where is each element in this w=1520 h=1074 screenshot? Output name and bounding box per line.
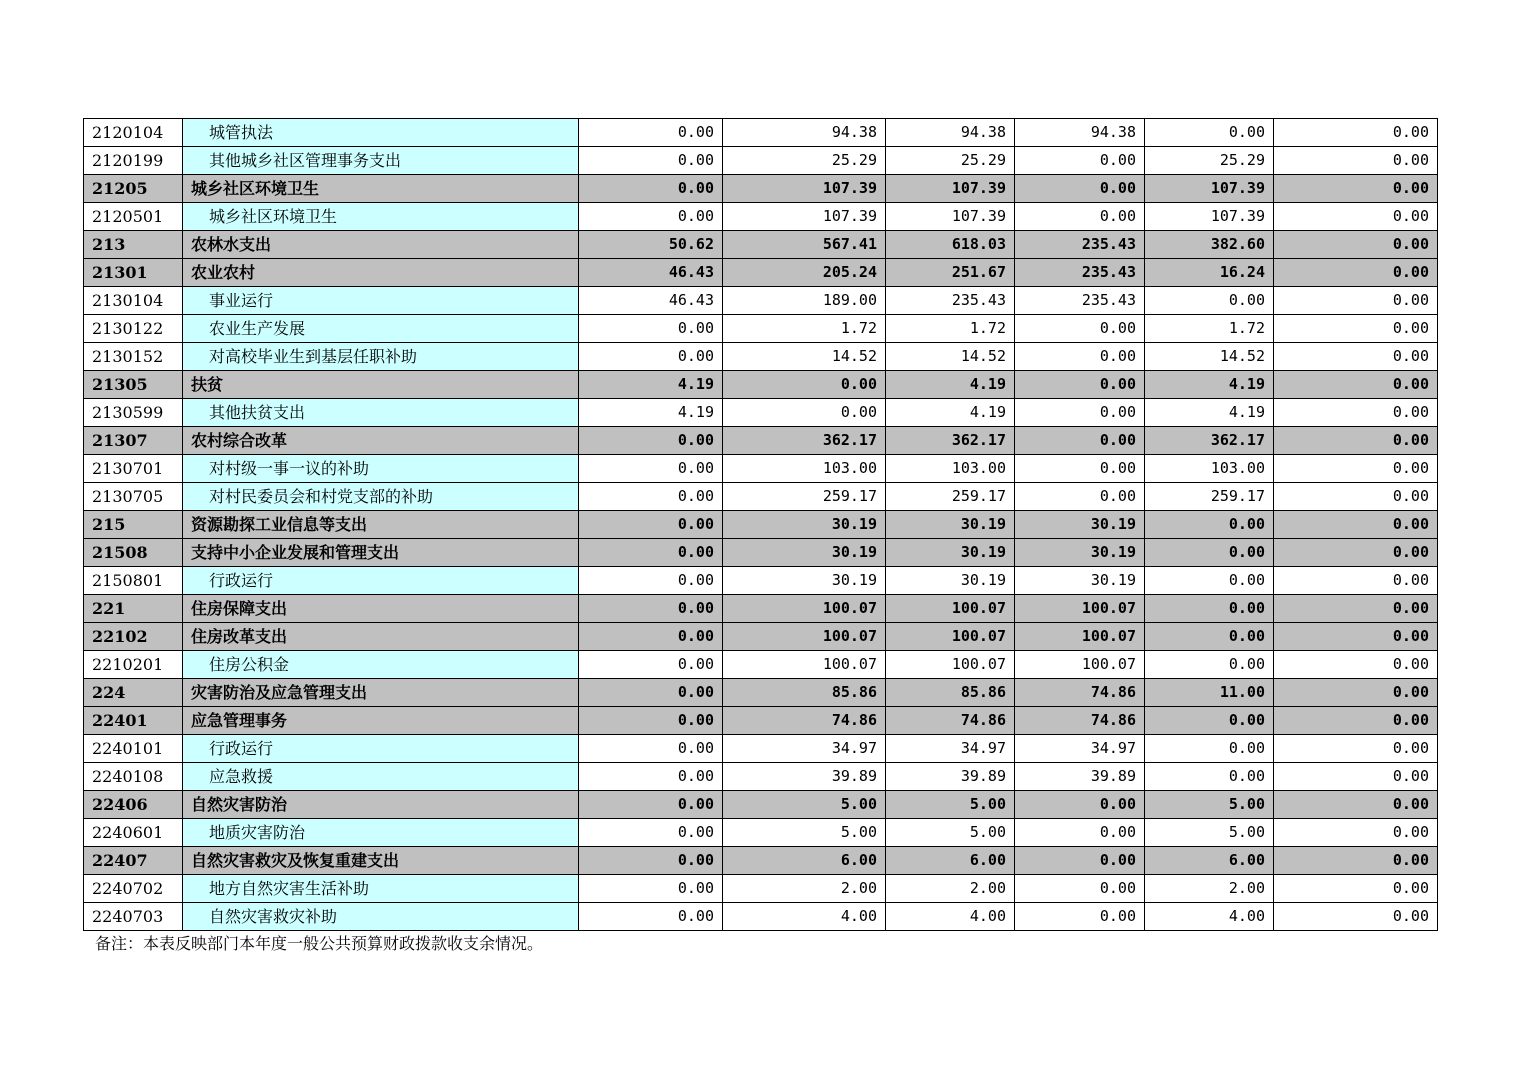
table-row xyxy=(84,763,1438,791)
subject-code-cell: 21301 xyxy=(84,259,183,287)
table-row xyxy=(84,819,1438,847)
amount-cell: 107.39 xyxy=(886,175,1015,203)
amount-cell: 4.19 xyxy=(579,371,723,399)
subject-name-cell: 行政运行 xyxy=(183,735,579,763)
amount-cell: 30.19 xyxy=(886,567,1015,595)
amount-cell: 1.72 xyxy=(1145,315,1274,343)
amount-cell: 0.00 xyxy=(1145,623,1274,651)
amount-cell: 94.38 xyxy=(1015,119,1145,147)
amount-cell: 0.00 xyxy=(579,763,723,791)
amount-cell: 0.00 xyxy=(579,119,723,147)
amount-cell: 0.00 xyxy=(1145,539,1274,567)
subject-name-cell: 支持中小企业发展和管理支出 xyxy=(183,539,579,567)
subject-code-cell: 221 xyxy=(84,595,183,623)
amount-cell: 382.60 xyxy=(1145,231,1274,259)
amount-cell: 0.00 xyxy=(1274,259,1438,287)
amount-cell: 0.00 xyxy=(1274,343,1438,371)
subject-code-cell: 21305 xyxy=(84,371,183,399)
subject-code-cell: 2120199 xyxy=(84,147,183,175)
subject-code-cell: 22401 xyxy=(84,707,183,735)
amount-cell: 0.00 xyxy=(1274,483,1438,511)
amount-cell: 0.00 xyxy=(1274,819,1438,847)
amount-cell: 2.00 xyxy=(723,875,886,903)
amount-cell: 4.19 xyxy=(886,399,1015,427)
amount-cell: 4.00 xyxy=(886,903,1015,931)
subject-code-cell: 2240601 xyxy=(84,819,183,847)
amount-cell: 0.00 xyxy=(1145,119,1274,147)
amount-cell: 4.19 xyxy=(886,371,1015,399)
subject-name-cell: 对高校毕业生到基层任职补助 xyxy=(183,343,579,371)
subject-name-cell: 应急管理事务 xyxy=(183,707,579,735)
amount-cell: 2.00 xyxy=(1145,875,1274,903)
amount-cell: 0.00 xyxy=(1145,511,1274,539)
amount-cell: 100.07 xyxy=(1015,595,1145,623)
amount-cell: 39.89 xyxy=(1015,763,1145,791)
subject-code-cell: 213 xyxy=(84,231,183,259)
amount-cell: 0.00 xyxy=(1145,651,1274,679)
amount-cell: 235.43 xyxy=(1015,259,1145,287)
amount-cell: 0.00 xyxy=(1274,455,1438,483)
amount-cell: 30.19 xyxy=(886,539,1015,567)
amount-cell: 100.07 xyxy=(723,623,886,651)
amount-cell: 5.00 xyxy=(886,819,1015,847)
subject-code-cell: 215 xyxy=(84,511,183,539)
amount-cell: 0.00 xyxy=(1274,287,1438,315)
amount-cell: 362.17 xyxy=(723,427,886,455)
amount-cell: 5.00 xyxy=(886,791,1015,819)
amount-cell: 100.07 xyxy=(886,651,1015,679)
amount-cell: 4.00 xyxy=(723,903,886,931)
amount-cell: 0.00 xyxy=(579,511,723,539)
subject-name-cell: 事业运行 xyxy=(183,287,579,315)
table-row xyxy=(84,203,1438,231)
subject-code-cell: 2130152 xyxy=(84,343,183,371)
amount-cell: 2.00 xyxy=(886,875,1015,903)
amount-cell: 11.00 xyxy=(1145,679,1274,707)
amount-cell: 0.00 xyxy=(1274,623,1438,651)
amount-cell: 6.00 xyxy=(886,847,1015,875)
table-row xyxy=(84,399,1438,427)
amount-cell: 0.00 xyxy=(1145,567,1274,595)
amount-cell: 103.00 xyxy=(1145,455,1274,483)
amount-cell: 4.19 xyxy=(1145,371,1274,399)
category-row xyxy=(84,259,1438,287)
subject-name-cell: 农村综合改革 xyxy=(183,427,579,455)
amount-cell: 0.00 xyxy=(579,623,723,651)
amount-cell: 235.43 xyxy=(1015,287,1145,315)
category-row xyxy=(84,231,1438,259)
amount-cell: 100.07 xyxy=(723,651,886,679)
category-row xyxy=(84,427,1438,455)
amount-cell: 30.19 xyxy=(723,567,886,595)
amount-cell: 0.00 xyxy=(1015,875,1145,903)
subject-name-cell: 其他扶贫支出 xyxy=(183,399,579,427)
amount-cell: 100.07 xyxy=(886,623,1015,651)
amount-cell: 0.00 xyxy=(1015,399,1145,427)
amount-cell: 0.00 xyxy=(1145,287,1274,315)
amount-cell: 0.00 xyxy=(579,707,723,735)
amount-cell: 1.72 xyxy=(723,315,886,343)
amount-cell: 34.97 xyxy=(1015,735,1145,763)
amount-cell: 39.89 xyxy=(886,763,1015,791)
subject-code-cell: 2240108 xyxy=(84,763,183,791)
subject-name-cell: 住房改革支出 xyxy=(183,623,579,651)
table-row xyxy=(84,287,1438,315)
subject-name-cell: 自然灾害防治 xyxy=(183,791,579,819)
table-row xyxy=(84,735,1438,763)
amount-cell: 0.00 xyxy=(1015,791,1145,819)
subject-name-cell: 对村民委员会和村党支部的补助 xyxy=(183,483,579,511)
subject-name-cell: 扶贫 xyxy=(183,371,579,399)
amount-cell: 30.19 xyxy=(1015,567,1145,595)
amount-cell: 0.00 xyxy=(1274,847,1438,875)
amount-cell: 34.97 xyxy=(723,735,886,763)
amount-cell: 4.19 xyxy=(1145,399,1274,427)
subject-name-cell: 资源勘探工业信息等支出 xyxy=(183,511,579,539)
amount-cell: 0.00 xyxy=(1015,147,1145,175)
subject-code-cell: 21508 xyxy=(84,539,183,567)
amount-cell: 0.00 xyxy=(579,819,723,847)
amount-cell: 14.52 xyxy=(723,343,886,371)
amount-cell: 0.00 xyxy=(579,791,723,819)
amount-cell: 5.00 xyxy=(1145,791,1274,819)
subject-code-cell: 2210201 xyxy=(84,651,183,679)
amount-cell: 4.00 xyxy=(1145,903,1274,931)
subject-code-cell: 2240101 xyxy=(84,735,183,763)
table-row xyxy=(84,147,1438,175)
subject-name-cell: 城乡社区环境卫生 xyxy=(183,175,579,203)
amount-cell: 25.29 xyxy=(1145,147,1274,175)
amount-cell: 0.00 xyxy=(1274,567,1438,595)
amount-cell: 5.00 xyxy=(1145,819,1274,847)
amount-cell: 100.07 xyxy=(723,595,886,623)
amount-cell: 0.00 xyxy=(1145,707,1274,735)
amount-cell: 14.52 xyxy=(886,343,1015,371)
amount-cell: 235.43 xyxy=(1015,231,1145,259)
table-body xyxy=(84,119,1438,931)
amount-cell: 0.00 xyxy=(1145,735,1274,763)
amount-cell: 0.00 xyxy=(1015,371,1145,399)
amount-cell: 0.00 xyxy=(579,147,723,175)
amount-cell: 259.17 xyxy=(723,483,886,511)
amount-cell: 618.03 xyxy=(886,231,1015,259)
budget-table xyxy=(83,118,1438,931)
amount-cell: 0.00 xyxy=(723,399,886,427)
amount-cell: 0.00 xyxy=(1274,903,1438,931)
amount-cell: 362.17 xyxy=(1145,427,1274,455)
category-row xyxy=(84,175,1438,203)
amount-cell: 0.00 xyxy=(579,539,723,567)
table-row xyxy=(84,315,1438,343)
subject-name-cell: 地质灾害防治 xyxy=(183,819,579,847)
amount-cell: 0.00 xyxy=(579,679,723,707)
table-row xyxy=(84,483,1438,511)
subject-code-cell: 2130701 xyxy=(84,455,183,483)
amount-cell: 0.00 xyxy=(579,595,723,623)
category-row xyxy=(84,371,1438,399)
amount-cell: 0.00 xyxy=(1145,595,1274,623)
amount-cell: 25.29 xyxy=(886,147,1015,175)
category-row xyxy=(84,511,1438,539)
amount-cell: 107.39 xyxy=(1145,175,1274,203)
amount-cell: 107.39 xyxy=(1145,203,1274,231)
subject-name-cell: 其他城乡社区管理事务支出 xyxy=(183,147,579,175)
amount-cell: 25.29 xyxy=(723,147,886,175)
amount-cell: 0.00 xyxy=(1274,371,1438,399)
amount-cell: 30.19 xyxy=(886,511,1015,539)
table-row xyxy=(84,875,1438,903)
amount-cell: 30.19 xyxy=(1015,511,1145,539)
amount-cell: 0.00 xyxy=(579,735,723,763)
amount-cell: 251.67 xyxy=(886,259,1015,287)
subject-name-cell: 城乡社区环境卫生 xyxy=(183,203,579,231)
category-row xyxy=(84,679,1438,707)
amount-cell: 85.86 xyxy=(723,679,886,707)
amount-cell: 0.00 xyxy=(579,651,723,679)
table-row xyxy=(84,119,1438,147)
subject-code-cell: 2150801 xyxy=(84,567,183,595)
amount-cell: 0.00 xyxy=(1274,763,1438,791)
amount-cell: 103.00 xyxy=(886,455,1015,483)
amount-cell: 0.00 xyxy=(579,315,723,343)
amount-cell: 6.00 xyxy=(723,847,886,875)
amount-cell: 0.00 xyxy=(1274,119,1438,147)
amount-cell: 0.00 xyxy=(579,343,723,371)
amount-cell: 5.00 xyxy=(723,791,886,819)
category-row xyxy=(84,623,1438,651)
amount-cell: 0.00 xyxy=(1274,511,1438,539)
subject-name-cell: 城管执法 xyxy=(183,119,579,147)
amount-cell: 0.00 xyxy=(1274,735,1438,763)
amount-cell: 0.00 xyxy=(1274,539,1438,567)
subject-name-cell: 住房公积金 xyxy=(183,651,579,679)
amount-cell: 100.07 xyxy=(1015,623,1145,651)
amount-cell: 0.00 xyxy=(579,455,723,483)
amount-cell: 30.19 xyxy=(1015,539,1145,567)
amount-cell: 567.41 xyxy=(723,231,886,259)
amount-cell: 0.00 xyxy=(1274,175,1438,203)
amount-cell: 0.00 xyxy=(1274,315,1438,343)
amount-cell: 0.00 xyxy=(1015,203,1145,231)
amount-cell: 0.00 xyxy=(1274,791,1438,819)
amount-cell: 0.00 xyxy=(1015,819,1145,847)
amount-cell: 0.00 xyxy=(1274,707,1438,735)
table-row xyxy=(84,651,1438,679)
amount-cell: 94.38 xyxy=(723,119,886,147)
amount-cell: 259.17 xyxy=(1145,483,1274,511)
category-row xyxy=(84,791,1438,819)
amount-cell: 6.00 xyxy=(1145,847,1274,875)
table-note: 备注：本表反映部门本年度一般公共预算财政拨款收支余情况。 xyxy=(95,934,544,953)
amount-cell: 205.24 xyxy=(723,259,886,287)
amount-cell: 0.00 xyxy=(1015,315,1145,343)
subject-code-cell: 2240703 xyxy=(84,903,183,931)
amount-cell: 5.00 xyxy=(723,819,886,847)
amount-cell: 0.00 xyxy=(579,903,723,931)
amount-cell: 0.00 xyxy=(1274,399,1438,427)
amount-cell: 362.17 xyxy=(886,427,1015,455)
amount-cell: 107.39 xyxy=(723,203,886,231)
subject-name-cell: 行政运行 xyxy=(183,567,579,595)
subject-name-cell: 住房保障支出 xyxy=(183,595,579,623)
subject-code-cell: 22406 xyxy=(84,791,183,819)
category-row xyxy=(84,539,1438,567)
subject-code-cell: 22102 xyxy=(84,623,183,651)
amount-cell: 14.52 xyxy=(1145,343,1274,371)
amount-cell: 0.00 xyxy=(579,203,723,231)
amount-cell: 0.00 xyxy=(1015,175,1145,203)
amount-cell: 0.00 xyxy=(1015,455,1145,483)
category-row xyxy=(84,707,1438,735)
subject-name-cell: 自然灾害救灾补助 xyxy=(183,903,579,931)
subject-code-cell: 2240702 xyxy=(84,875,183,903)
amount-cell: 74.86 xyxy=(723,707,886,735)
category-row xyxy=(84,847,1438,875)
amount-cell: 259.17 xyxy=(886,483,1015,511)
amount-cell: 0.00 xyxy=(1015,903,1145,931)
amount-cell: 46.43 xyxy=(579,287,723,315)
amount-cell: 74.86 xyxy=(1015,707,1145,735)
table-row xyxy=(84,567,1438,595)
subject-code-cell: 2130104 xyxy=(84,287,183,315)
amount-cell: 4.19 xyxy=(579,399,723,427)
amount-cell: 0.00 xyxy=(1274,651,1438,679)
amount-cell: 0.00 xyxy=(1274,203,1438,231)
amount-cell: 39.89 xyxy=(723,763,886,791)
subject-code-cell: 2130122 xyxy=(84,315,183,343)
amount-cell: 0.00 xyxy=(1015,847,1145,875)
subject-code-cell: 21307 xyxy=(84,427,183,455)
category-row xyxy=(84,595,1438,623)
amount-cell: 0.00 xyxy=(579,483,723,511)
subject-name-cell: 农林水支出 xyxy=(183,231,579,259)
amount-cell: 30.19 xyxy=(723,511,886,539)
amount-cell: 0.00 xyxy=(579,875,723,903)
amount-cell: 189.00 xyxy=(723,287,886,315)
amount-cell: 0.00 xyxy=(1145,763,1274,791)
amount-cell: 107.39 xyxy=(723,175,886,203)
subject-name-cell: 地方自然灾害生活补助 xyxy=(183,875,579,903)
amount-cell: 0.00 xyxy=(579,567,723,595)
table-row xyxy=(84,903,1438,931)
amount-cell: 34.97 xyxy=(886,735,1015,763)
amount-cell: 0.00 xyxy=(1274,231,1438,259)
amount-cell: 0.00 xyxy=(723,371,886,399)
amount-cell: 0.00 xyxy=(1274,427,1438,455)
amount-cell: 50.62 xyxy=(579,231,723,259)
amount-cell: 0.00 xyxy=(1274,679,1438,707)
subject-name-cell: 农业生产发展 xyxy=(183,315,579,343)
subject-code-cell: 2130705 xyxy=(84,483,183,511)
amount-cell: 0.00 xyxy=(1274,147,1438,175)
subject-name-cell: 灾害防治及应急管理支出 xyxy=(183,679,579,707)
amount-cell: 30.19 xyxy=(723,539,886,567)
amount-cell: 107.39 xyxy=(886,203,1015,231)
amount-cell: 16.24 xyxy=(1145,259,1274,287)
amount-cell: 100.07 xyxy=(1015,651,1145,679)
amount-cell: 1.72 xyxy=(886,315,1015,343)
amount-cell: 85.86 xyxy=(886,679,1015,707)
subject-code-cell: 224 xyxy=(84,679,183,707)
amount-cell: 94.38 xyxy=(886,119,1015,147)
amount-cell: 0.00 xyxy=(1274,875,1438,903)
amount-cell: 235.43 xyxy=(886,287,1015,315)
subject-name-cell: 自然灾害救灾及恢复重建支出 xyxy=(183,847,579,875)
amount-cell: 0.00 xyxy=(1015,483,1145,511)
amount-cell: 74.86 xyxy=(1015,679,1145,707)
subject-code-cell: 2130599 xyxy=(84,399,183,427)
amount-cell: 46.43 xyxy=(579,259,723,287)
subject-name-cell: 对村级一事一议的补助 xyxy=(183,455,579,483)
amount-cell: 0.00 xyxy=(1015,343,1145,371)
amount-cell: 0.00 xyxy=(579,175,723,203)
amount-cell: 103.00 xyxy=(723,455,886,483)
amount-cell: 0.00 xyxy=(1274,595,1438,623)
subject-code-cell: 22407 xyxy=(84,847,183,875)
table-row xyxy=(84,343,1438,371)
subject-code-cell: 2120104 xyxy=(84,119,183,147)
table-row xyxy=(84,455,1438,483)
amount-cell: 74.86 xyxy=(886,707,1015,735)
amount-cell: 0.00 xyxy=(1015,427,1145,455)
amount-cell: 100.07 xyxy=(886,595,1015,623)
amount-cell: 0.00 xyxy=(579,427,723,455)
amount-cell: 0.00 xyxy=(579,847,723,875)
subject-name-cell: 农业农村 xyxy=(183,259,579,287)
subject-code-cell: 2120501 xyxy=(84,203,183,231)
subject-name-cell: 应急救援 xyxy=(183,763,579,791)
subject-code-cell: 21205 xyxy=(84,175,183,203)
